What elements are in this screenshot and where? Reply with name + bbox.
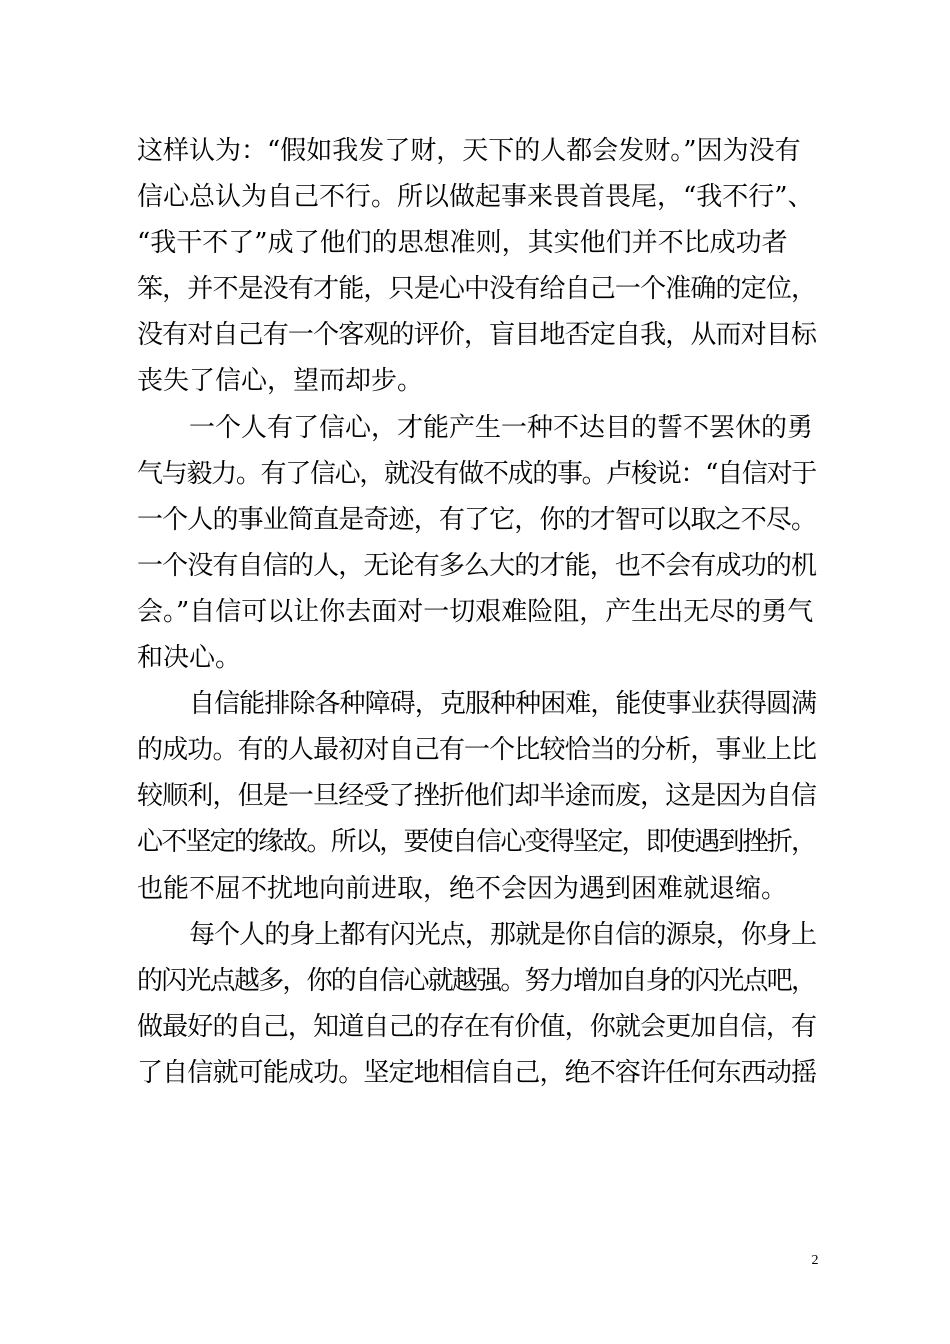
text-line: 做最好的自己，知道自己的存在有价值，你就会更加自信，有 [137, 1011, 817, 1042]
text-line: 每个人的身上都有闪光点，那就是你自信的源泉，你身上 [189, 919, 817, 950]
text-line: 一个人有了信心，才能产生一种不达目的誓不罢休的勇 [189, 412, 814, 443]
text-line: 笨，并不是没有才能，只是心中没有给自己一个准确的定位， [137, 274, 817, 305]
text-line: 和决心。 [137, 643, 242, 674]
text-line: 较顺利，但是一旦经受了挫折他们却半途而废，这是因为自信 [137, 781, 817, 812]
text-line: 一个没有自信的人，无论有多么大的才能，也不会有成功的机 [137, 550, 817, 581]
text-line: “我干不了”成了他们的思想准则，其实他们并不比成功者 [137, 228, 788, 259]
text-line: 这样认为：“假如我发了财，天下的人都会发财。”因为没有 [137, 136, 801, 166]
text-line: 心不坚定的缘故。所以，要使自信心变得坚定，即使遇到挫折， [137, 827, 816, 858]
text-line: 丧失了信心，望而却步。 [137, 366, 424, 397]
text-line: 自信能排除各种障碍，克服种种困难，能使事业获得圆满 [189, 689, 817, 720]
text-line: 的闪光点越多，你的自信心就越强。努力增加自身的闪光点吧， [137, 965, 816, 996]
text-line: 气与毅力。有了信心，就没有做不成的事。卢梭说：“自信对于 [137, 458, 816, 489]
page-number: 2 [811, 1253, 819, 1268]
body-text [137, 128, 817, 1096]
text-line: 信心总认为自己不行。所以做起事来畏首畏尾，“我不行”、 [137, 182, 814, 213]
text-line: 也能不屈不扰地向前进取，绝不会因为遇到困难就退缩。 [137, 873, 788, 904]
text-line: 的成功。有的人最初对自己有一个比较恰当的分析，事业上比 [137, 735, 817, 766]
text-line: 了自信就可能成功。坚定地相信自己，绝不容许任何东西动摇 [137, 1057, 817, 1088]
text-line: 会。”自信可以让你去面对一切艰难险阻，产生出无尽的勇气 [137, 596, 814, 627]
text-line: 没有对自己有一个客观的评价，盲目地否定自我，从而对目标 [137, 320, 817, 351]
text-line: 一个人的事业简直是奇迹，有了它，你的才智可以取之不尽。 [137, 504, 817, 535]
